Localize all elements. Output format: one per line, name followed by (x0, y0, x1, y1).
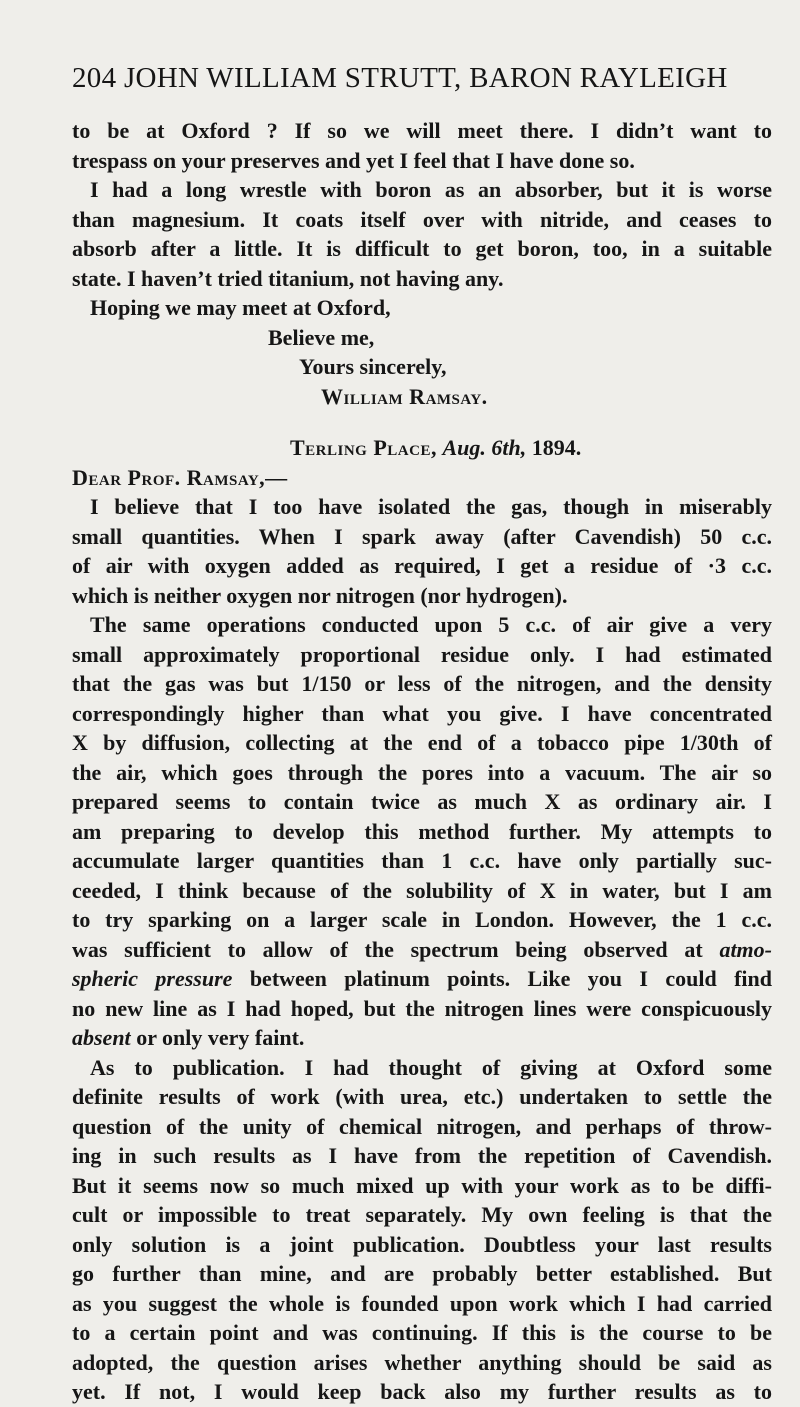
text-segment: or only very faint. (130, 1025, 305, 1050)
running-header (72, 62, 772, 95)
text-line: adopted, the question arises whether anything should be said as (72, 1349, 772, 1375)
text-line: only solution is a joint publication. Doubtless your last results (72, 1231, 772, 1257)
text-line: accumulate larger quantities than 1 c.c. have only partially suc- (72, 848, 772, 873)
place-name: Terling Place, (290, 435, 437, 460)
text-line: small quantities. When I spark away (after Cavendish) 50 c.c. (72, 523, 772, 549)
place-date-line (72, 433, 772, 463)
italic-phrase: atmo- (719, 936, 772, 962)
page-number: 204 (72, 62, 117, 94)
date-day: Aug. 6th, (442, 435, 527, 460)
text-line: correspondingly higher than what you give. I have concentrated (72, 700, 772, 726)
text-line: as you suggest the whole is founded upon work which I had carried (72, 1290, 772, 1316)
text-line: definite results of work (with urea, etc.) undertaken to settle the (72, 1084, 772, 1109)
text-line (72, 935, 772, 965)
text-line (72, 964, 772, 994)
text-line: state. I haven’t tried titanium, not having any. (72, 265, 504, 291)
greeting: Dear Prof. Ramsay,— (72, 464, 288, 490)
text-line: trespass on your preserves and yet I feel that I have done so. (72, 147, 635, 173)
date-year: 1894. (531, 435, 582, 460)
text-line: yet. If not, I would keep back also my further results as to (72, 1379, 772, 1404)
text-line: to be at Oxford ? If so we will meet there. I didn’t want to (72, 118, 772, 143)
closing-line: Hoping we may meet at Oxford, (90, 295, 391, 320)
text-line: I had a long wrestle with boron as an absorber, but it is worse (90, 177, 772, 202)
text-line: than magnesium. It coats itself over with nitride, and ceases to (72, 206, 772, 232)
text-segment: between platinum points. Like you I could find (232, 966, 773, 991)
italic-phrase: absent (72, 1025, 131, 1050)
text-line: that the gas was but 1/150 or less of the nitrogen, and the density (72, 671, 772, 696)
running-title: JOHN WILLIAM STRUTT, BARON RAYLEIGH (123, 62, 728, 94)
text-line: to try sparking on a larger scale in London. However, the 1 c.c. (72, 907, 772, 932)
text-line (72, 1023, 772, 1053)
text-line: absorb after a little. It is difficult to get boron, too, in a suitable (72, 236, 772, 261)
text-line: of air with oxygen added as required, I get a residue of ·3 c.c. (72, 553, 772, 578)
text-line: question of the unity of chemical nitrogen, and perhaps of throw- (72, 1113, 772, 1139)
text-line: ceeded, I think because of the solubility of X in water, but I am (72, 877, 772, 903)
text-line: no new line as I had hoped, but the nitrogen lines were conspicuously (72, 995, 772, 1021)
text-line: X by diffusion, collecting at the end of a tobacco pipe 1/30th of (72, 730, 772, 755)
text-line: I believe that I too have isolated the gas, though in miserably (90, 494, 772, 519)
text-line: As to publication. I had thought of giving at Oxford some (90, 1054, 772, 1080)
text-line: to a certain point and was continuing. If this is the course to be (72, 1320, 772, 1345)
signature: William Ramsay. (321, 383, 488, 409)
body-text (72, 116, 772, 1407)
text-line: small approximately proportional residue only. I had estimated (72, 641, 772, 667)
text-line: am preparing to develop this method further. My attempts to (72, 818, 772, 844)
text-line: ing in such results as I have from the repetition of Cavendish. (72, 1143, 772, 1168)
text-line: cult or impossible to treat separately. My own feeling is that the (72, 1202, 772, 1227)
text-line: which is neither oxygen nor nitrogen (nor hydrogen). (72, 582, 568, 608)
salutation: Believe me, (268, 324, 375, 350)
text-line: prepared seems to contain twice as much X as ordinary air. I (72, 789, 772, 814)
text-segment: was sufficient to allow of the spectrum being observed at (72, 936, 703, 962)
text-line: But it seems now so much mixed up with your work as to be diffi- (72, 1172, 772, 1198)
text-line: The same operations conducted upon 5 c.c. of air give a very (90, 612, 772, 637)
italic-phrase: spheric pressure (72, 966, 233, 991)
valediction: Yours sincerely, (299, 354, 447, 379)
text-line: go further than mine, and are probably better established. But (72, 1261, 772, 1286)
text-line: the air, which goes through the pores into a vacuum. The air so (72, 759, 772, 785)
